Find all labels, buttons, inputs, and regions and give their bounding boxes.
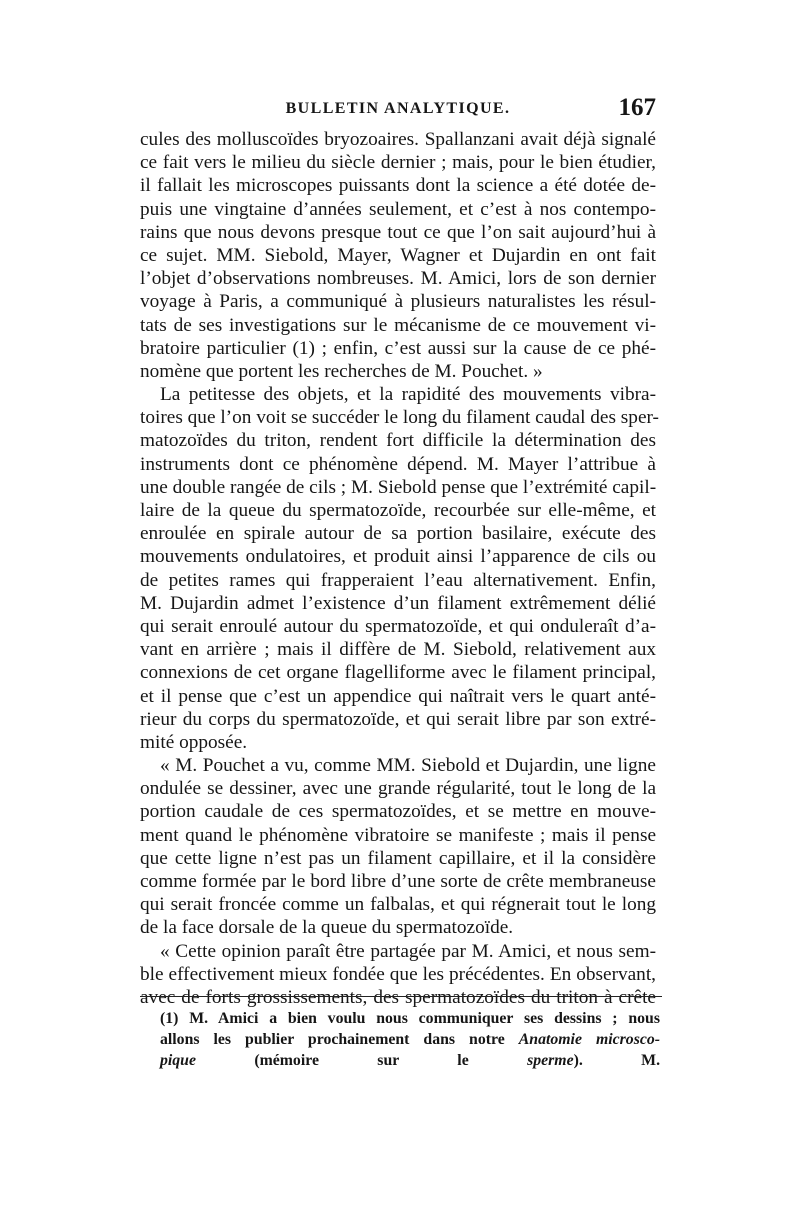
text-line: ble effectivement mieux fondée que les précédentes. En observant, — [140, 963, 656, 985]
text-line: comme formée par le bord libre d’une sorte de crête membraneuse — [140, 871, 656, 892]
text-line: cules des molluscoïdes bryozoaires. Spallanzani avait déjà signalé — [140, 129, 656, 150]
footnote-line: (1) M. Amici a bien voulu nous communiquer ses dessins ; nous — [160, 1010, 660, 1027]
text-line: ce fait vers le milieu du siècle dernier ; mais, pour le bien étudier, — [140, 152, 656, 174]
footnote-text: allons les publier prochainement dans notre — [160, 1031, 505, 1048]
text-line: rieur du corps du spermatozoïde, et qui serait libre par son extré- — [140, 708, 656, 730]
text-line: puis une vingtaine d’années seulement, et c’est à nos contempo- — [140, 198, 656, 220]
footnote-text: (mémoire sur le — [254, 1052, 469, 1069]
text-line: mouvements ondulatoires, et produit ainsi l’apparence de cils ou — [140, 546, 656, 568]
page-header — [140, 94, 656, 124]
footnote-italic: sperme — [527, 1052, 574, 1069]
text-line: bratoire particulier (1) ; enfin, c’est aussi sur la cause de ce phé- — [140, 337, 656, 359]
text-line: que cette ligne n’est pas un filament capillaire, et il la considère — [140, 847, 656, 869]
footnote-line — [160, 1029, 660, 1050]
text-line: de petites rames qui frapperaient l’eau alternativement. Enfin, — [140, 569, 656, 591]
text-line: ment quand le phénomène vibratoire se manifeste ; mais il pense — [140, 824, 656, 846]
text-line: et il pense que c’est un appendice qui naîtrait vers le quart anté- — [140, 685, 656, 707]
text-line: l’objet d’observations nombreuses. M. Amici, lors de son dernier — [140, 268, 656, 290]
footnote — [160, 1008, 660, 1071]
text-line: vant en arrière ; mais il diffère de M. Siebold, relativement aux — [140, 639, 656, 661]
text-line: ondulée se dessiner, avec une grande régularité, tout le long de la — [140, 778, 656, 800]
text-line: connexions de cet organe flagelliforme avec le filament principal, — [140, 662, 656, 684]
running-head: BULLETIN ANALYTIQUE. — [285, 100, 511, 117]
text-line: La petitesse des objets, et la rapidité des mouvements vibra- — [160, 384, 656, 406]
text-line: matozoïdes du triton, rendent fort difficile la détermination des — [140, 430, 656, 452]
text-line: de la face dorsale de la queue du spermatozoïde. — [140, 917, 514, 939]
page-number: 167 — [618, 94, 656, 121]
footnote-italic: Anatomie microsco- — [518, 1031, 661, 1048]
text-line: enroulée en spirale autour de sa portion basilaire, exécute des — [140, 523, 656, 545]
text-line: « M. Pouchet a vu, comme MM. Siebold et Dujardin, une ligne — [160, 755, 656, 777]
text-line: toires que l’on voit se succéder le long du filament caudal des sper- — [140, 407, 659, 429]
text-line: instruments dont ce phénomène dépend. M. Mayer l’attribue à — [140, 453, 656, 475]
text-line: laire de la queue du spermatozoïde, recourbée sur elle-même, et — [140, 500, 656, 521]
text-line: M. Dujardin admet l’existence d’un filament extrêmement délié — [140, 592, 656, 614]
text-line: mité opposée. — [140, 731, 248, 753]
text-line: il fallait les microscopes puissants dont la science a été dotée de- — [140, 175, 656, 197]
text-line: ce sujet. MM. Siebold, Mayer, Wagner et Dujardin en ont fait — [140, 244, 656, 266]
footnote-line — [160, 1050, 660, 1071]
footnote-text: ). — [573, 1052, 583, 1069]
footnote-italic: pique — [160, 1052, 196, 1069]
text-line: qui serait froncée comme un falbalas, et qui régnerait tout le long — [140, 894, 656, 916]
text-line: nomène que portent les recherches de M. Pouchet. » — [140, 360, 543, 382]
footnote-divider — [140, 996, 662, 997]
body-text — [140, 128, 659, 1009]
text-line: rains que nous devons presque tout ce que l’on sait aujourd’hui à — [140, 221, 656, 243]
text-line: voyage à Paris, a communiqué à plusieurs naturalistes les résul- — [140, 291, 656, 313]
text-line: « Cette opinion paraît être partagée par M. Amici, et nous sem- — [160, 940, 656, 962]
text-line: portion caudale de ces spermatozoïdes, et se mettre en mouve- — [140, 801, 656, 823]
footnote-signature: M. — [641, 1052, 661, 1069]
text-line: qui serait enroulé autour du spermatozoïde, et qui onduleraît d’a- — [140, 615, 656, 637]
text-line: avec de forts grossissements, des spermatozoïdes du triton à crête — [140, 986, 656, 1008]
text-line: une double rangée de cils ; M. Siebold pense que l’extrémité capil- — [140, 476, 657, 498]
text-line: tats de ses investigations sur le mécanisme de ce mouvement vi- — [140, 314, 656, 336]
